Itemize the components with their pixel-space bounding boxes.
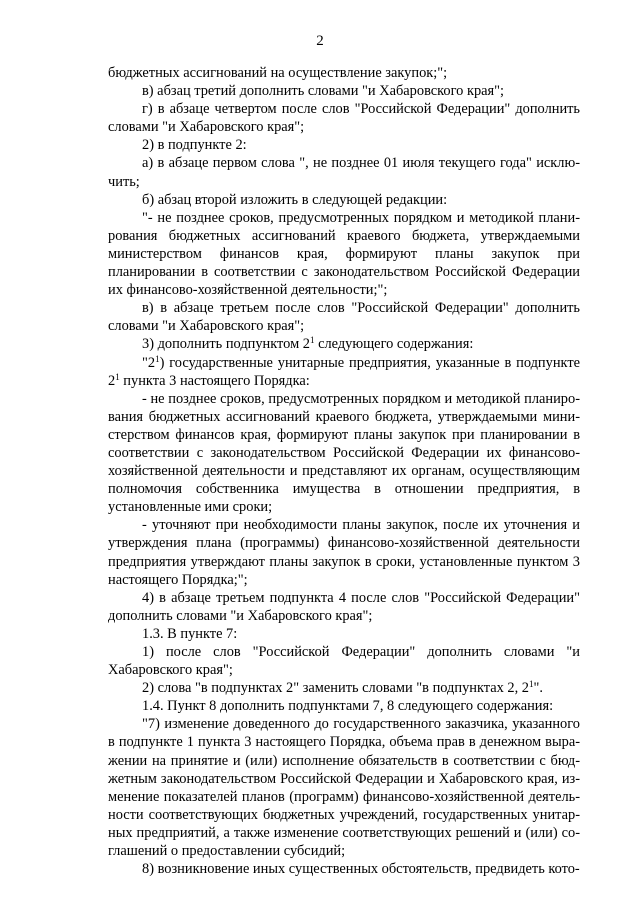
paragraph-p07: "- не позднее сроков, предусмотренных порядком и методикой планирования бюджетных ассигнований краевого бюджета, утверждаемыми министерством финансов края, формируют планы закупок при планировании в соответствии с законодательством Российской Федерации их финансово-хозяйственной деятельности;";	[108, 209, 580, 299]
paragraph-p10: "$2^1$) государственные унитарные предприятия, указанные в подпункте $2^1$ пункта 3 настоящего Порядка:	[108, 353, 580, 389]
paragraph-p13: 4) в абзаце третьем подпункта 4 после слов "Российской Федерации" дополнить словами "и Хабаровского края";	[108, 589, 580, 624]
paragraph-p19: 8) возникновение иных существенных обстоятельств, предвидеть кото-	[142, 861, 580, 878]
paragraph-p18: "7) изменение доведенного до государственного заказчика, указанного в подпункте 1 пункта 3 настоящего Порядка, объема прав в денежном выражении на принятие и (или) исполнение обязательств в соответствии с бюджетным законодательством Российской Федерации и Хабаровского края, изменение показателей планов (программ) финансово-хозяйственной деятельности соответствующих бюджетных учреждений, государственных унитарных предприятий, а также изменение соответствующих решений и (или) соглашений о предоставлении субсидий;	[108, 716, 580, 860]
paragraph-p14: 1.3. В пункте 7:	[142, 625, 238, 642]
page-number: 2	[316, 33, 324, 49]
paragraph-p15: 1) после слов "Российской Федерации" дополнить словами "и Хабаровского края";	[108, 644, 580, 679]
paragraph-p05: а) в абзаце первом слова ", не позднее 01 июля текущего года" исключить;	[108, 155, 580, 190]
paragraph-p12: - уточняют при необходимости планы закупок, после их уточнения и утверждения плана (программы) финансово-хозяйственной деятельности предприятия утверждают планы закупок в сроки, установленные пунктом 3 настоящего Порядка;";	[108, 517, 580, 588]
paragraph-p01: бюджетных ассигнований на осуществление закупок;";	[108, 65, 448, 81]
paragraph-p04: 2) в подпункте 2:	[142, 137, 247, 154]
paragraph-p11: - не позднее сроков, предусмотренных порядком и методикой планирования бюджетных ассигнований краевого бюджета, утверждаемыми министерством финансов края, формируют планы закупок при планировании в соответствии с законодательством Российской Федерации их финансово-хозяйственной деятельности и представляют их органам, осуществляющим полномочия собственника имущества в отношении предприятия, в установленные ими сроки;	[108, 390, 580, 516]
paragraph-p08: в) в абзаце третьем после слов "Российской Федерации" дополнить словами "и Хабаровского края";	[108, 300, 580, 335]
paragraph-p02: в) абзац третий дополнить словами "и Хабаровского края";	[142, 83, 505, 100]
paragraph-p17: 1.4. Пункт 8 дополнить подпунктами 7, 8 следующего содержания:	[142, 698, 554, 715]
paragraph-p16: 2) слова "в подпунктах 2" заменить словами "в подпунктах 2, $2^1$".	[142, 679, 543, 697]
paragraph-p09: 3) дополнить подпунктом $2^1$ следующего содержания:	[142, 335, 474, 353]
paragraph-p03: г) в абзаце четвертом после слов "Российской Федерации" дополнить словами "и Хабаровского края";	[108, 101, 580, 136]
paragraph-p06: б) абзац второй изложить в следующей редакции:	[142, 191, 448, 208]
document-body	[108, 64, 580, 878]
